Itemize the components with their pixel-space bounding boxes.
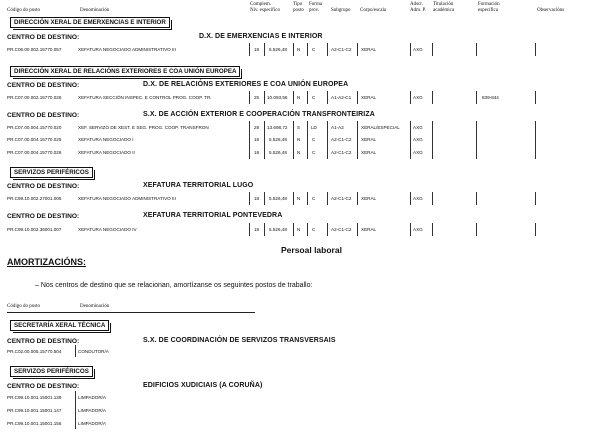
centro-destino-name: XEFATURA TERRITORIAL PONTEVEDRA xyxy=(143,212,283,219)
row-niv: 18 xyxy=(254,196,260,201)
col-niv: Niv. específico xyxy=(250,8,280,13)
row-subgrupo: A1-A2 xyxy=(331,125,344,130)
grid-line xyxy=(249,223,250,236)
row-tipo: N xyxy=(297,196,301,201)
grid-line xyxy=(476,121,477,159)
col-academica: académica xyxy=(433,8,455,13)
grid-line xyxy=(249,121,250,159)
row-codigo: PR.C07.00.004.15770.026 xyxy=(7,150,62,155)
row-formacion: 839-844 xyxy=(482,95,499,100)
col-formacion: Formación xyxy=(478,2,500,7)
section-box-servizos-perifericos: SERVIZOS PERIFÉRICOS xyxy=(10,167,93,178)
row-niv: 25 xyxy=(254,95,260,100)
grid-line xyxy=(476,192,477,205)
col-complem: Complem. xyxy=(250,2,271,7)
row-niv: 18 xyxy=(254,150,260,155)
row-adscr: AXG xyxy=(413,95,423,100)
col-codigo: Código do posto xyxy=(7,8,41,13)
col-adm: Adm. P. xyxy=(410,8,426,13)
row-denominacion: XEFATURA NEGOCIADO II xyxy=(78,150,135,155)
row-tipo: N xyxy=(297,227,301,232)
centro-destino-name: D.X. DE RELACIÓNS EXTERIORES E COA UNIÓN EUROPEA xyxy=(143,81,349,88)
row-codigo: PR.C06.00.002.15770.057 xyxy=(7,47,62,52)
row-corpo: XERAL xyxy=(361,137,377,142)
row-corpo: XERAL xyxy=(361,196,377,201)
row-denominacion: XEFATURA NEGOCIADO ADMINISTRATIVO III xyxy=(78,196,176,201)
row-tipo: N xyxy=(297,137,301,142)
grid-line xyxy=(264,91,265,104)
centro-destino-label: CENTRO DE DESTINO: xyxy=(7,112,80,119)
grid-line xyxy=(307,43,308,56)
centro-destino-label: CENTRO DE DESTINO: xyxy=(7,82,80,89)
row-ce: 10.093,56 xyxy=(267,95,288,100)
col-subgrupo: Subgrupo xyxy=(331,8,351,13)
row-forma: C xyxy=(312,227,316,232)
grid-line xyxy=(410,43,411,56)
grid-line xyxy=(75,345,76,357)
grid-line xyxy=(432,121,433,159)
grid-line xyxy=(535,223,536,236)
row-adscr: AXG xyxy=(413,227,423,232)
col-adscr: Adscr. xyxy=(410,2,423,7)
grid-line xyxy=(264,43,265,56)
col-posto: posto xyxy=(293,8,304,13)
grid-line xyxy=(327,192,328,205)
row-corpo: XERAL xyxy=(361,227,377,232)
col-denominacion: Denominación xyxy=(80,8,110,13)
grid-line xyxy=(293,223,294,236)
col-codigo: Código do posto xyxy=(7,304,41,309)
grid-line xyxy=(307,223,308,236)
grid-line xyxy=(432,43,433,56)
grid-line xyxy=(535,192,536,205)
row-subgrupo: A1-A2-C1 xyxy=(331,95,352,100)
section-box-secretaria: SECRETARÍA XERAL TÉCNICA xyxy=(10,320,109,331)
row-denominacion: XEFATURA NEGOCIADO ADMINISTRATIVO III xyxy=(78,47,176,52)
row-denominacion: LIMPADOR/A xyxy=(78,408,106,413)
row-codigo: PR.C99.10.001.15001.156 xyxy=(7,421,62,426)
row-niv: 18 xyxy=(254,47,260,52)
row-subgrupo: A2-C1-C2 xyxy=(331,47,352,52)
grid-line xyxy=(327,121,328,159)
row-corpo: XERAL xyxy=(361,150,377,155)
grid-line xyxy=(327,43,328,56)
grid-line xyxy=(410,91,411,104)
row-ce: 13.698,72 xyxy=(267,125,288,130)
row-codigo: PR.C07.00.004.15770.020 xyxy=(7,125,62,130)
grid-line xyxy=(535,121,536,159)
row-tipo: N xyxy=(297,47,301,52)
grid-line xyxy=(307,192,308,205)
row-codigo: PR.C99.10.001.15001.147 xyxy=(7,408,62,413)
centro-destino-label: CENTRO DE DESTINO: xyxy=(7,338,80,345)
section-box-servizos-perifericos: SERVIZOS PERIFÉRICOS xyxy=(10,366,93,377)
row-corpo: XERAL xyxy=(361,47,377,52)
row-corpo: XERAL/ESPECIAL xyxy=(361,125,400,130)
row-forma: LD xyxy=(311,125,317,130)
row-subgrupo: A2-C1-C2 xyxy=(331,196,352,201)
grid-line xyxy=(410,223,411,236)
grid-line xyxy=(410,121,411,159)
grid-line xyxy=(327,223,328,236)
row-codigo: PR.C07.00.002.15770.026 xyxy=(7,95,62,100)
row-niv: 18 xyxy=(254,137,260,142)
row-corpo: XERAL xyxy=(361,95,377,100)
row-denominacion: LIMPADOR/A xyxy=(78,421,106,426)
row-codigo: PR.C02.00.005.15770.504 xyxy=(7,349,62,354)
centro-destino-name: D.X. DE EMERXENCIAS E INTERIOR xyxy=(199,33,323,40)
grid-line xyxy=(293,43,294,56)
grid-line xyxy=(249,192,250,205)
row-denominacion: XEFATURA NEGOCIADO IV xyxy=(78,227,137,232)
col-forma: Forma xyxy=(309,2,323,7)
row-subgrupo: A2-C1-C2 xyxy=(331,227,352,232)
row-forma: C xyxy=(312,150,316,155)
persoal-laboral-heading: Persoal laboral xyxy=(281,245,342,255)
row-ce: 5.526,48 xyxy=(269,227,287,232)
row-tipo: N xyxy=(297,95,301,100)
grid-line xyxy=(307,121,308,159)
grid-line xyxy=(293,192,294,205)
grid-line xyxy=(264,192,265,205)
row-ce: 5.526,48 xyxy=(269,150,287,155)
grid-line xyxy=(307,91,308,104)
row-forma: C xyxy=(312,196,316,201)
row-adscr: AXG xyxy=(413,150,423,155)
col-titulacion: Titulación xyxy=(433,2,454,7)
centro-destino-name: EDIFICIOS XUDICIAIS (A CORUÑA) xyxy=(143,382,263,389)
col-corpo: Corpo/escala xyxy=(360,8,387,13)
centro-destino-name: S.X. DE ACCIÓN EXTERIOR E COOPERACIÓN TRANSFRONTEIRIZA xyxy=(143,111,375,118)
row-niv: 28 xyxy=(254,125,260,130)
row-tipo: N xyxy=(297,150,301,155)
row-codigo: PR.C99.10.002.36001.007 xyxy=(7,227,62,232)
grid-line xyxy=(410,192,411,205)
centro-destino-label: CENTRO DE DESTINO: xyxy=(7,34,80,41)
row-codigo: PR.C07.00.004.15770.025 xyxy=(7,137,62,142)
row-forma: C xyxy=(312,47,316,52)
row-codigo: PR.C99.10.002.27001.005 xyxy=(7,196,62,201)
grid-line xyxy=(264,223,265,236)
row-adscr: AXG xyxy=(413,125,423,130)
section-box-emerxencias: DIRECCIÓN XERAL DE EMERXENCIAS E INTERIOR xyxy=(10,17,170,28)
row-adscr: AXG xyxy=(413,137,423,142)
grid-line xyxy=(535,91,536,104)
row-ce: 5.526,48 xyxy=(269,47,287,52)
grid-line xyxy=(249,91,250,104)
row-adscr: AXG xyxy=(413,47,423,52)
row-tipo: S xyxy=(297,125,301,130)
grid-line xyxy=(75,391,76,429)
col-observacions: Observacións xyxy=(537,8,565,13)
centro-destino-label: CENTRO DE DESTINO: xyxy=(7,383,80,390)
amortizacions-title: AMORTIZACIÓNS: xyxy=(7,257,86,267)
grid-line xyxy=(357,43,358,56)
col-tipo: Tipo xyxy=(293,2,303,7)
centro-destino-label: CENTRO DE DESTINO: xyxy=(7,213,80,220)
grid-line xyxy=(293,121,294,159)
row-ce: 5.526,48 xyxy=(269,196,287,201)
row-subgrupo: A2-C1-C2 xyxy=(331,150,352,155)
row-forma: C xyxy=(312,137,316,142)
grid-line xyxy=(249,43,250,56)
row-denominacion: XEFATURA NEGOCIADO I xyxy=(78,137,134,142)
col-especifica: específica xyxy=(478,8,498,13)
grid-line xyxy=(476,43,477,56)
header-underline xyxy=(7,312,255,313)
grid-line xyxy=(357,91,358,104)
grid-line xyxy=(327,91,328,104)
centro-destino-name: XEFATURA TERRITORIAL LUGO xyxy=(143,182,254,189)
row-niv: 18 xyxy=(254,227,260,232)
grid-line xyxy=(264,121,265,159)
centro-destino-name: S.X. DE COORDINACIÓN DE SERVIZOS TRANSVERSAIS xyxy=(143,337,336,344)
grid-line xyxy=(293,91,294,104)
grid-line xyxy=(432,192,433,205)
row-denominacion: XEFATURA SECCIÓN INSPEC. E CONTROL PROG. COOP. TR. xyxy=(78,95,212,100)
amortizacions-intro: – Nos centros de destino que se relacionan, amortízanse os seguintes postos de traballo: xyxy=(35,282,313,289)
col-denominacion: Denominación xyxy=(80,304,110,309)
section-box-relacions-exteriores: DIRECCIÓN XERAL DE RELACIÓNS EXTERIORES E COA UNIÓN EUROPEA xyxy=(10,66,240,77)
col-prov: prov. xyxy=(309,8,320,13)
row-subgrupo: A2-C1-C2 xyxy=(331,137,352,142)
row-denominacion: CONDUTOR/A xyxy=(78,349,109,354)
row-denominacion: XEF. SERVIZO DE XEST. E SEG. PROG. COOP. TRANSFRON xyxy=(78,125,209,130)
centro-destino-label: CENTRO DE DESTINO: xyxy=(7,183,80,190)
grid-line xyxy=(357,121,358,159)
row-forma: C xyxy=(312,95,316,100)
grid-line xyxy=(535,43,536,56)
grid-line xyxy=(357,192,358,205)
row-codigo: PR.C99.10.001.15001.139 xyxy=(7,395,62,400)
row-denominacion: LIMPADOR/A xyxy=(78,395,106,400)
grid-line xyxy=(476,91,477,104)
row-adscr: AXG xyxy=(413,196,423,201)
row-ce: 5.526,48 xyxy=(269,137,287,142)
grid-line xyxy=(432,91,433,104)
grid-line xyxy=(476,223,477,236)
grid-line xyxy=(432,223,433,236)
grid-line xyxy=(357,223,358,236)
